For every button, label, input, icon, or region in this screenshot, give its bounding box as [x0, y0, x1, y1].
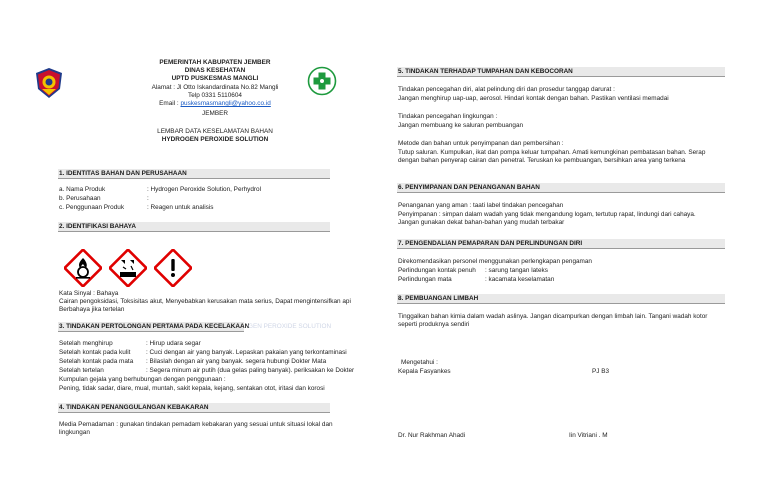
s5-p3b: Tutup saluran. Kumpulkan, ikat dan pompa keluar tumpahan. Amati kemungkinan pembatasan bahan. Serap dengan bahan penyerap cairan dan penetral. Teruskan ke pembuangan, bersihkan area yang terkena	[398, 149, 706, 165]
s5-p3a: Metode dan bahan untuk penyimpanan dan pembersihan :	[398, 140, 564, 147]
s3-row-value: : Cuci dengan air yang banyak. Lepaskan pakaian yang terkontaminasi	[146, 349, 347, 356]
fire-media-text: Media Pemadaman : gunakan tindakan pemadam kebakaran yang sesuai untuk situasi lokal dan lingkungan	[59, 421, 333, 437]
s1-row-label: a. Nama Produk	[59, 186, 106, 193]
section-1-title: 1. IDENTITAS BAHAN DAN PERUSAHAAN	[59, 170, 187, 177]
header-city: JEMBER	[202, 110, 228, 117]
header-telp: Telp 0331 5110604	[188, 92, 242, 99]
s7-row-value: : sarung tangan lateks	[485, 267, 548, 274]
s5-p1a: Tindakan pencegahan diri, alat pelindung diri dan prosedur tanggap darurat :	[398, 86, 615, 93]
s7-row-label: Perlindungan mata	[398, 276, 452, 283]
s3-row-label: Setelah tertelan	[59, 367, 104, 374]
s6-p1: Penanganan yang aman : taati label tindakan pencegahan	[398, 202, 564, 209]
s1-row-value: : Reagen untuk analisis	[147, 204, 214, 211]
s5-p2b: Jangan membuang ke saluran pembuangan	[398, 122, 524, 129]
header-address: Alamat : Jl Otto Iskandardinata No.82 Mangli	[151, 84, 279, 91]
email-label: Email :	[159, 100, 179, 107]
s8-text: Tinggalkan bahan kimia dalam wadah aslinya. Jangan dicampurkan dengan limbah lain. Tangani wadah kotor seperti produknya sendiri	[398, 313, 708, 329]
header-email-line	[130, 100, 300, 108]
section-2-title: 2. IDENTIFIKASI BAHAYA	[59, 223, 136, 230]
signal-word: Kata Sinyal : Bahaya	[59, 290, 119, 297]
faint-overlay-text: GEN PEROXIDE SOLUTION	[248, 323, 332, 330]
s6-p2: Penyimpanan : simpan dalam wadah yang tidak mengandung logam, tertutup rapat, lindungi dari cahaya. Jangan gunakan dekat bahan-bahan yang mudah terbakar	[398, 211, 696, 227]
mengetahui-label: Mengetahui :	[401, 359, 438, 366]
s3-row-value: : Bilaslah dengan air yang banyak. segera hubungi Dokter Mata	[146, 358, 327, 365]
corrosive-icon	[109, 249, 147, 287]
oxidizer-flame-over-circle-icon	[64, 249, 102, 287]
hazard-description: Cairan pengoksidasi, Toksisitas akut, Menyebabkan kerusakan mata serius, Dapat mengintensifkan api Berbahaya jika tertelan	[59, 298, 351, 314]
section-3-title: 3. TINDAKAN PERTOLONGAN PERTAMA PADA KECELAKAAN	[59, 323, 250, 330]
doc-title: LEMBAR DATA KESELAMATAN BAHAN	[157, 128, 273, 135]
doc-subtitle: HYDROGEN PEROXIDE SOLUTION	[161, 136, 269, 143]
right-signer-name: Iin Vitriani . M	[569, 432, 608, 439]
s3-row-label: Setelah menghirup	[59, 340, 113, 347]
s3-row-label: Setelah kontak pada mata	[59, 358, 134, 365]
pemkab-jember-emblem-icon	[34, 67, 64, 99]
gejala-list: Pening, tidak sadar, diare, mual, muntah, sakit kepala, kejang, sentakan otot, iritasi dan korosi	[59, 385, 325, 392]
s7-p1: Direkomendasikan personel menggunakan perlengkapan pengaman	[398, 258, 592, 265]
s3-row-value: : Hirup udara segar	[146, 340, 201, 347]
s3-row-value: : Segera minum air putih (dua gelas paling banyak). periksakan ke Dokter	[146, 367, 355, 374]
s5-p2a: Tindakan pencegahan lingkungan :	[398, 113, 498, 120]
header-line1: PEMERINTAH KABUPATEN JEMBER	[159, 59, 271, 66]
right-signer-role: PJ B3	[592, 368, 610, 375]
gejala-heading: Kumpulan gejala yang berhubungan dengan penggunaan :	[59, 376, 226, 383]
s1-row-value: : Hydrogen Peroxide Solution, Perhydrol	[147, 186, 262, 193]
s7-row-value: : kacamata keselamatan	[485, 276, 555, 283]
section-6-title: 6. PENYIMPANAN DAN PENANGANAN BAHAN	[398, 184, 540, 191]
s1-row-label: b. Perusahaan	[59, 195, 101, 202]
left-signer-role: Kepala Fasyankes	[398, 368, 451, 375]
puskesmas-cross-logo-icon	[307, 66, 337, 96]
header-line3: UPTD PUSKESMAS MANGLI	[171, 75, 259, 82]
left-signer-name: Dr. Nur Rakhman Ahadi	[398, 432, 466, 439]
s3-row-label: Setelah kontak pada kulit	[59, 349, 131, 356]
section-5-title: 5. TINDAKAN TERHADAP TUMPAHAN DAN KEBOCORAN	[398, 68, 573, 75]
section-7-title: 7. PENGENDALIAN PEMAPARAN DAN PERLINDUNGAN DIRI	[398, 240, 583, 247]
email-link[interactable]: puskesmasmangli@yahoo.co.id	[180, 100, 271, 107]
s5-p1b: Jangan menghirup uap-uap, aerosol. Hindari kontak dengan bahan. Pastikan ventilasi memadai	[398, 95, 669, 102]
s1-row-value: :	[147, 195, 149, 202]
exclamation-mark-icon	[154, 249, 192, 287]
s7-row-label: Perlindungan kontak penuh	[398, 267, 476, 274]
section-8-title: 8. PEMBUANGAN LIMBAH	[398, 295, 479, 302]
section-4-title: 4. TINDAKAN PENANGGULANGAN KEBAKARAN	[59, 404, 209, 411]
header-line2: DINAS KESEHATAN	[184, 67, 246, 74]
s1-row-label: c. Penggunaan Produk	[59, 204, 125, 211]
